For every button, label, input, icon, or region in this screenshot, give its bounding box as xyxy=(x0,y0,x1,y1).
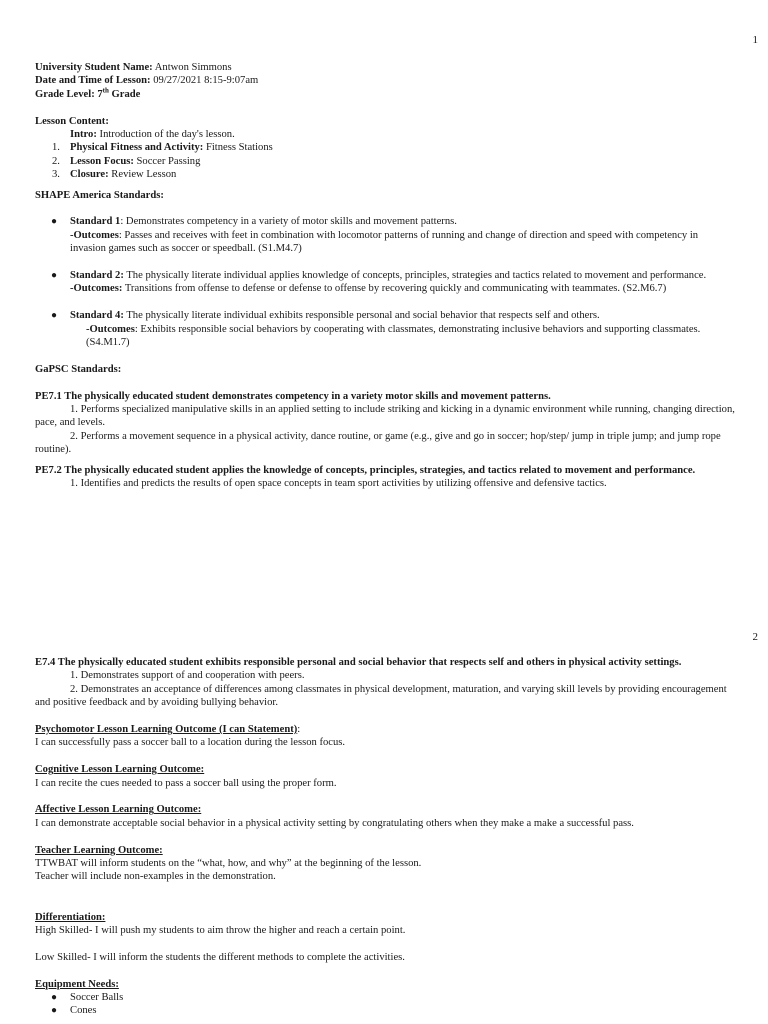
e74-item: 1. Demonstrates support of and cooperation with peers. xyxy=(70,670,305,682)
list-item-label: Lesson Focus: xyxy=(70,155,134,167)
outcome-text xyxy=(70,323,735,350)
list-item-value: Review Lesson xyxy=(108,169,177,181)
outcome-description: : Exhibits responsible social behaviors by cooperating with classmates, demonstrating inclusive behaviors and supporting classmates. (S4.M1.7) xyxy=(86,323,701,349)
low-skilled-text: Low Skilled- I will inform the students the different methods to complete the activities. xyxy=(35,951,405,963)
psychomotor-heading-line xyxy=(35,723,735,736)
bullet-icon: ● xyxy=(51,310,58,322)
bullet-icon: ● xyxy=(51,1005,58,1017)
cognitive-text: I can recite the cues needed to pass a soccer ball using the proper form. xyxy=(35,777,337,789)
outcome-label: -Outcomes xyxy=(86,323,135,335)
list-item xyxy=(52,155,735,168)
list-number: 1. xyxy=(52,142,60,154)
outcome-description: Transitions from offense to defense or defense to offense by recovering quickly and communicating with teammates. (S2.M6.7) xyxy=(122,283,667,295)
outcome-text xyxy=(70,282,735,295)
bullet-icon: ● xyxy=(51,992,58,1004)
lesson-content-heading: Lesson Content: xyxy=(35,115,109,127)
date-time-line xyxy=(35,74,735,87)
list-number: 3. xyxy=(52,169,60,181)
standard-label: Standard 2: xyxy=(70,270,124,282)
e74-item: 2. Demonstrates an acceptance of differences among classmates in physical development, maturation, and varying skill levels by providing encouragement and positive feedback and by avoiding bullying behavior. xyxy=(35,683,727,709)
outcome-description: : Passes and receives with feet in combination with locomotor patterns of running and change of direction and speed with competency in invasion games such as soccer or speedball. (S1.M4.7) xyxy=(70,229,699,255)
equipment-heading: Equipment Needs: xyxy=(35,978,119,990)
psychomotor-heading: Psychomotor Lesson Learning Outcome (I can Statement) xyxy=(35,724,298,736)
bullet-icon: ● xyxy=(51,270,58,282)
pe72-title: PE7.2 The physically educated student applies the knowledge of concepts, principles, strategies, and tactics related to movement and performance. xyxy=(35,464,696,476)
standard-text xyxy=(70,269,735,282)
differentiation-heading: Differentiation: xyxy=(35,911,106,923)
student-name-label: University Student Name: xyxy=(35,62,153,73)
page-1-content xyxy=(35,61,735,491)
pe72-item: 1. Identifies and predicts the results of open space concepts in team sport activities by utilizing offensive and defensive tactics. xyxy=(70,478,607,490)
cognitive-heading: Cognitive Lesson Learning Outcome: xyxy=(35,764,205,776)
standard-description: The physically literate individual applies knowledge of concepts, principles, strategies and tactics related to movement and performance. xyxy=(123,270,707,282)
outcome-text xyxy=(70,229,735,256)
teacher-outcome-heading: Teacher Learning Outcome: xyxy=(35,844,163,856)
equipment-list xyxy=(35,991,735,1018)
standard-text xyxy=(70,215,735,228)
equipment-item: Soccer Balls xyxy=(70,992,124,1004)
list-item xyxy=(52,141,735,154)
grade-level-suffix: Grade xyxy=(108,88,141,100)
teacher-outcome-line: Teacher will include non-examples in the demonstration. xyxy=(35,871,276,883)
student-name-line xyxy=(35,61,735,74)
date-time-value: 09/27/2021 8:15-9:07am xyxy=(150,75,259,87)
page-number: 1 xyxy=(752,34,758,46)
list-item-label: Physical Fitness and Activity: xyxy=(70,142,204,154)
equipment-item: Cones xyxy=(70,1005,97,1017)
bullet-icon: ● xyxy=(51,216,58,228)
standard-description: The physically literate individual exhibits responsible personal and social behavior that respects self and others. xyxy=(123,310,600,322)
pe71-item: 2. Performs a movement sequence in a physical activity, dance routine, or game (e.g., give and go in soccer; hop/step/ jump in triple jump; and jump rope routine). xyxy=(35,430,721,456)
pe71-item: 1. Performs specialized manipulative skills in an applied setting to include striking and kicking in a dynamic environment while running, changing direction, pace, and levels. xyxy=(35,404,735,429)
grade-level-sup: th xyxy=(102,86,109,95)
grade-level-label: Grade Level: 7 xyxy=(35,88,103,100)
list-item-value: Soccer Passing xyxy=(133,155,201,167)
high-skilled-text: High Skilled- I will push my students to aim throw the higher and reach a certain point. xyxy=(35,925,406,937)
page-2-content xyxy=(35,656,735,1018)
affective-heading: Affective Lesson Learning Outcome: xyxy=(35,804,202,816)
e74-title: E7.4 The physically educated student exhibits responsible personal and social behavior that respects self and others in physical activity settings. xyxy=(35,657,682,668)
list-item xyxy=(35,1004,735,1017)
list-number: 2. xyxy=(52,155,60,167)
list-item-value: Fitness Stations xyxy=(203,142,273,154)
intro-label: Intro: xyxy=(70,129,97,141)
standard-description: : Demonstrates competency in a variety of motor skills and movement patterns. xyxy=(120,216,457,228)
psychomotor-text: I can successfully pass a soccer ball to a location during the lesson focus. xyxy=(35,737,346,749)
intro-line xyxy=(35,128,735,141)
standard-item xyxy=(35,215,735,255)
pe71-title: PE7.1 The physically educated student demonstrates competency in a variety motor skills and movement patterns. xyxy=(35,390,551,402)
date-time-label: Date and Time of Lesson: xyxy=(35,75,151,87)
gapsc-standards-heading: GaPSC Standards: xyxy=(35,363,122,375)
list-item xyxy=(52,168,735,181)
outcome-label: -Outcomes xyxy=(70,229,119,241)
list-item xyxy=(35,991,735,1004)
grade-level-line xyxy=(35,88,735,101)
standard-item xyxy=(35,269,735,296)
shape-standards-heading: SHAPE America Standards: xyxy=(35,189,164,201)
lesson-content-list xyxy=(35,141,735,181)
standard-label: Standard 4: xyxy=(70,310,124,322)
outcome-label: -Outcomes: xyxy=(70,283,123,295)
shape-standards-list xyxy=(35,215,735,349)
teacher-outcome-line: TTWBAT will inform students on the “what, how, and why” at the beginning of the lesson. xyxy=(35,858,422,870)
standard-label: Standard 1 xyxy=(70,216,121,228)
affective-text: I can demonstrate acceptable social behavior in a physical activity setting by congratulating others when they make a make a successful pass. xyxy=(35,817,634,829)
standard-item xyxy=(35,309,735,349)
intro-value: Introduction of the day's lesson. xyxy=(96,129,235,141)
standard-text xyxy=(70,309,735,322)
list-item-label: Closure: xyxy=(70,169,109,181)
page-2 xyxy=(0,611,768,1024)
page-number: 2 xyxy=(752,631,758,643)
student-name-value: Antwon Simmons xyxy=(152,62,232,73)
psychomotor-colon: : xyxy=(297,724,301,736)
